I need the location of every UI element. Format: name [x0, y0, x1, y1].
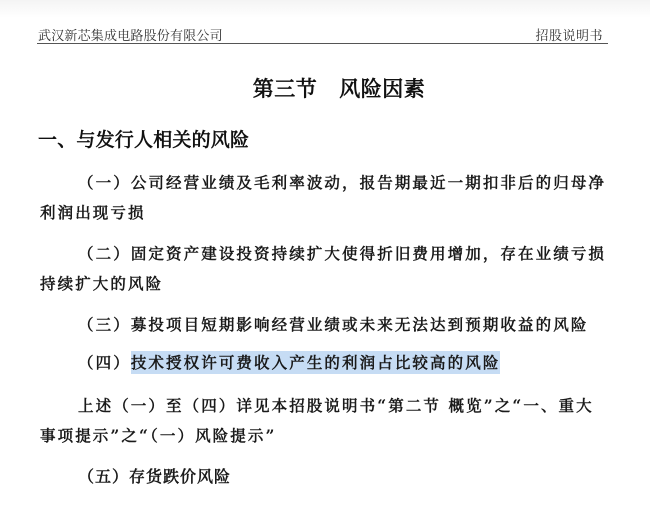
risk-label: （三） [78, 315, 131, 334]
risk-item-4 [40, 348, 608, 378]
highlighted-risk-text[interactable]: 技术授权许可费收入产生的利润占比较高的风险 [130, 353, 501, 372]
risk-item-2 [40, 239, 608, 299]
risk-label: （二） [78, 244, 131, 263]
risk-item-1 [40, 168, 608, 228]
risk-label: （四） [78, 353, 131, 372]
risk-item-3 [40, 310, 608, 340]
document-type: 招股说明书 [535, 29, 603, 44]
risk-text: 存货跌价风险 [129, 467, 232, 486]
cross-reference-note [40, 391, 608, 451]
heading-issuer-risks: 一、与发行人相关的风险 [38, 129, 250, 151]
risk-text: 公司经营业绩及毛利率波动，报告期最近一期扣非后的归母净利润出现亏损 [40, 173, 607, 222]
section-number: 第三节 [252, 77, 318, 101]
section-name: 风险因素 [339, 77, 426, 101]
note-text: 上述（一）至（四）详见本招股说明书“第二节 概览”之“一、重大事项提示”之“（一）风险提示” [40, 396, 594, 445]
company-name: 武汉新芯集成电路股份有限公司 [38, 29, 223, 44]
risk-label: （一） [78, 173, 131, 192]
risk-label: （五） [78, 467, 130, 486]
risk-text: 固定资产建设投资持续扩大使得折旧费用增加，存在业绩亏损持续扩大的风险 [40, 244, 607, 293]
page-top-edge [0, 0, 650, 18]
section-title [0, 73, 650, 103]
risk-text: 募投项目短期影响经营业绩或未来无法达到预期收益的风险 [130, 315, 589, 334]
page-header [37, 24, 608, 44]
risk-item-5 [40, 462, 608, 492]
